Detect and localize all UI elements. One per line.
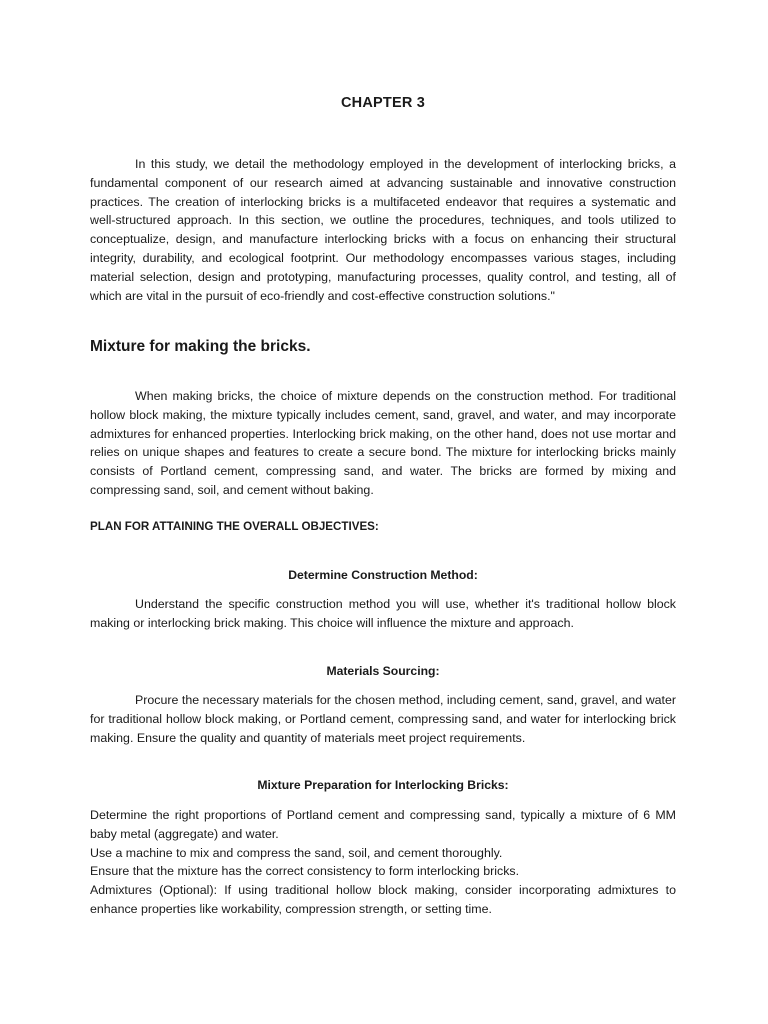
materials-sourcing-heading: Materials Sourcing: bbox=[326, 664, 440, 678]
mixture-line-consistency: Ensure that the mixture has the correct consistency to form interlocking bricks. bbox=[90, 864, 520, 879]
mixture-line-admixtures: Admixtures (Optional): If using traditional hollow block making, consider incorporating admixtures to enhance properties like workability, compression strength, or setting time. bbox=[90, 883, 676, 916]
mixture-preparation-list bbox=[90, 806, 676, 919]
mixture-paragraph: When making bricks, the choice of mixture depends on the construction method. For traditional hollow block making, the mixture typically includes cement, sand, gravel, and water, and may incorporate admixtures for enhanced properties. Interlocking brick making, on the other hand, does not use mortar and relies on unique shapes and features to create a secure bond. The mixture for interlocking bricks mainly consists of Portland cement, compressing sand, and water. The bricks are formed by mixing and compressing sand, soil, and cement without baking. bbox=[90, 389, 676, 497]
intro-paragraph: In this study, we detail the methodology employed in the development of interlocking bricks, a fundamental component of our research aimed at advancing sustainable and innovative construction practices. The creation of interlocking bricks is a multifaceted endeavor that requires a systematic and well-structured approach. In this section, we outline the procedures, techniques, and tools utilized to conceptualize, design, and manufacture interlocking bricks with a focus on enhancing their structural integrity, durability, and ecological footprint. Our methodology encompasses various stages, including material selection, design and prototyping, manufacturing processes, quality control, and testing, all of which are vital in the pursuit of eco-friendly and cost-effective construction solutions." bbox=[90, 157, 676, 303]
mixture-preparation-heading: Mixture Preparation for Interlocking Bricks: bbox=[257, 778, 509, 792]
materials-sourcing-text: Procure the necessary materials for the chosen method, including cement, sand, gravel, and water for traditional hollow block making, or Portland cement, compressing sand, and water for interlocking brick making. Ensure the quality and quantity of materials meet project requirements. bbox=[90, 693, 676, 745]
mixture-line-machine: Use a machine to mix and compress the sand, soil, and cement thoroughly. bbox=[90, 845, 503, 860]
mixture-line-proportions: Determine the right proportions of Portland cement and compressing sand, typically a mixture of 6 MM baby metal (aggregate) and water. bbox=[90, 808, 676, 841]
construction-method-heading: Determine Construction Method: bbox=[288, 568, 478, 582]
plan-heading: PLAN FOR ATTAINING THE OVERALL OBJECTIVES: bbox=[90, 520, 379, 533]
construction-method-text: Understand the specific construction method you will use, whether it's traditional hollow block making or interlocking brick making. This choice will influence the mixture and approach. bbox=[90, 597, 676, 630]
chapter-title: CHAPTER 3 bbox=[341, 95, 425, 111]
section-heading: Mixture for making the bricks. bbox=[90, 338, 311, 355]
